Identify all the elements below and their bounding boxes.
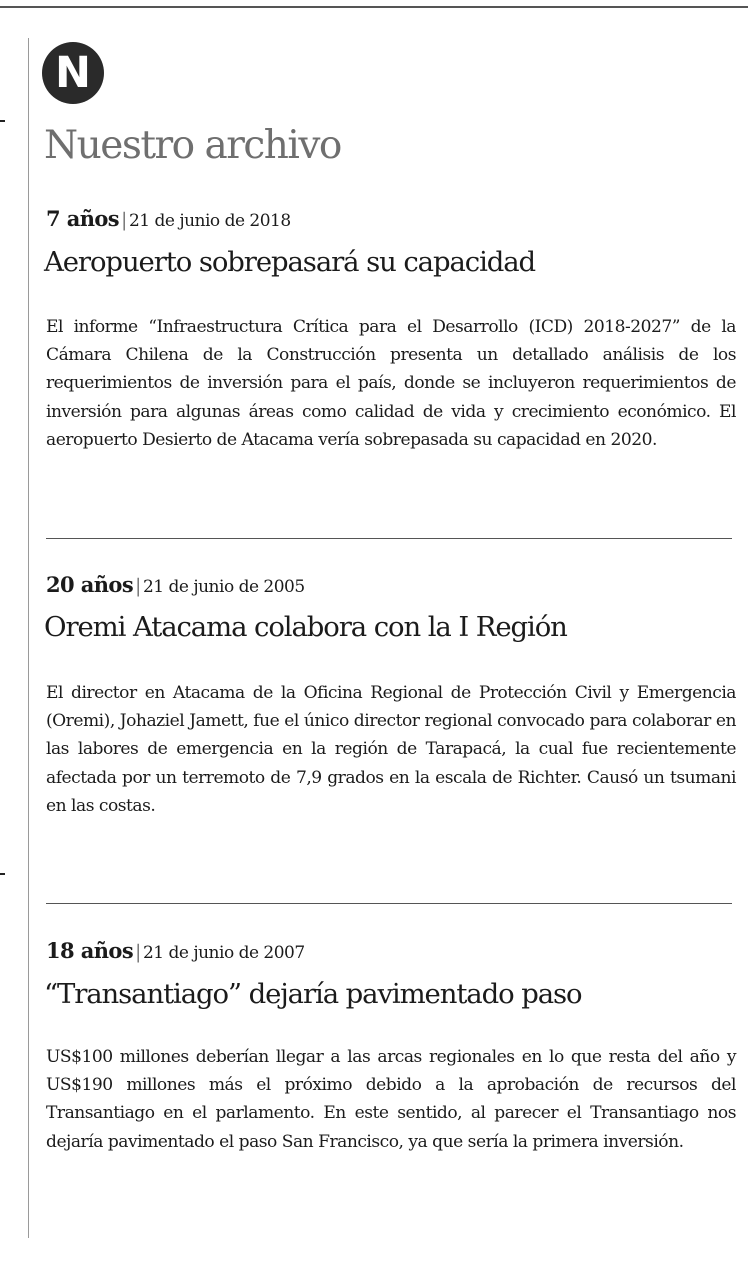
entry-meta	[46, 938, 305, 963]
entry-years: 20 años	[46, 572, 134, 597]
entry-meta	[46, 206, 291, 231]
entry-divider	[46, 538, 732, 539]
meta-separator: |	[135, 941, 141, 963]
entry-years: 7 años	[46, 206, 120, 231]
entry-body: US$100 millones deberían llegar a las arcas regionales en lo que resta del año y US$190 millones más el próximo debido a la aprobación de recursos del Transantiago en el parlamento. En este sentido, al parecer el Transantiago nos dejaría pavimentado el paso San Francisco, ya que sería la primera inversión.	[46, 1047, 736, 1152]
entry-body: El informe “Infraestructura Crítica para el Desarrollo (ICD) 2018-2027” de la Cámara Chilena de la Construcción presenta un detallado análisis de los requerimientos de inversión para el país, donde se incluyeron requerimientos de inversión para algunas áreas como calidad de vida y crecimiento económico. El aeropuerto Desierto de Atacama vería sobrepasada su capacidad en 2020.	[46, 317, 736, 450]
entry-headline: “Transantiago” dejaría pavimentado paso	[44, 978, 582, 1010]
entry-date: 21 de junio de 2018	[128, 211, 291, 231]
entry-date: 21 de junio de 2005	[142, 577, 305, 597]
entry-date: 21 de junio de 2007	[142, 943, 305, 963]
adjacent-column-edge-mark	[0, 873, 5, 875]
meta-separator: |	[135, 575, 141, 597]
entry-years: 18 años	[46, 938, 134, 963]
top-rule	[0, 6, 748, 8]
adjacent-column-edge-mark	[0, 120, 5, 122]
column-rule	[28, 38, 29, 1238]
section-title: Nuestro archivo	[44, 123, 341, 168]
entry-headline: Aeropuerto sobrepasará su capacidad	[44, 246, 536, 278]
entry-body: El director en Atacama de la Oficina Regional de Protección Civil y Emergencia (Oremi), Johaziel Jamett, fue el único director regional convocado para colaborar en las labores de emergencia en la región de Tarapacá, la cual fue recientemente afectada por un terremoto de 7,9 grados en la escala de Richter. Causó un tsumani en las costas.	[46, 683, 736, 816]
entry-meta	[46, 572, 305, 597]
entry-headline: Oremi Atacama colabora con la I Región	[44, 611, 567, 643]
meta-separator: |	[121, 209, 127, 231]
n-logo-icon: N	[42, 42, 104, 104]
entry-divider	[46, 903, 732, 904]
